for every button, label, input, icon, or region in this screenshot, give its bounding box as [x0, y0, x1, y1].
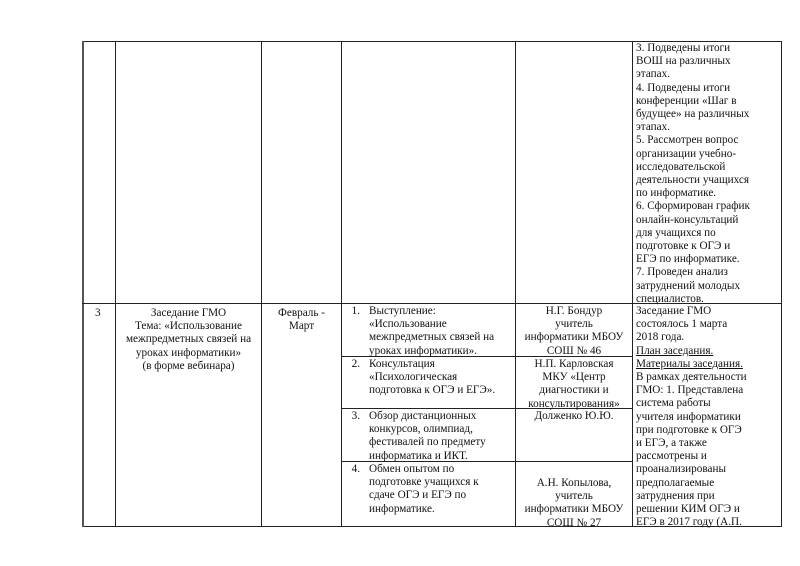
agenda-line: Обмен опытом по [369, 463, 455, 475]
results-line: ГМО: 1. Представлена [636, 384, 744, 397]
speaker-cell [516, 305, 632, 358]
results-line: предполагаемые [636, 476, 715, 489]
agenda-line: подготовка к ОГЭ и ЕГЭ». [369, 384, 496, 397]
results-line: этапах. [636, 121, 670, 134]
results-line: ЕГЭ в 2017 году (А.П. [636, 516, 742, 529]
speaker-line: учитель [555, 490, 593, 503]
results-line: 3. Подведены итоги [636, 42, 731, 54]
results-line: для учащихся по [636, 226, 716, 239]
agenda-line: «Психологическая [369, 371, 458, 384]
speaker-line: СОШ № 46 [546, 344, 602, 357]
results-line: ВОШ на различных [636, 55, 731, 68]
agenda-line: Обзор дистанционных [369, 410, 477, 422]
speaker-line: МКУ «Центр [542, 371, 606, 384]
period-cell [262, 307, 341, 333]
results-line: Заседание ГМО [636, 305, 712, 317]
results-line: рассмотрены и [636, 450, 707, 463]
event-cell [116, 307, 261, 373]
results-line: состоялось 1 марта [636, 318, 728, 331]
results-line: 6. Сформирован график [636, 200, 750, 213]
results-line: конференции «Шаг в [636, 94, 737, 107]
agenda-line: конкурсов, олимпиад, [369, 423, 473, 436]
results-line: В рамках деятельности [636, 371, 747, 384]
results-line: система работы [636, 397, 711, 410]
agenda-line: межпредметных связей на [369, 331, 495, 344]
agenda-line: уроках информатики». [369, 344, 478, 357]
results-line: 2018 года. [636, 331, 685, 344]
speaker-line: информатики МБОУ [524, 331, 624, 344]
agenda-line: подготовке учащихся к [369, 476, 479, 489]
col-divider [632, 41, 633, 527]
agenda-line: Выступление: [369, 305, 436, 317]
results-line: по информатике. [636, 187, 717, 200]
speaker-cell [516, 477, 632, 530]
col-divider [115, 41, 116, 527]
results-line: 4. Подведены итоги [636, 81, 731, 94]
agenda-line: «Использование [369, 318, 447, 331]
agenda-line: фестивалей по предмету [369, 436, 486, 449]
results-line: затруднения при [636, 489, 715, 502]
speaker-cell [516, 358, 632, 411]
results-line: организации учебно- [636, 147, 737, 160]
agenda-line: информатика и ИКТ. [369, 449, 468, 462]
row-number: 3 [95, 307, 101, 319]
table-border-left [82, 41, 84, 527]
period-line: Февраль - [278, 307, 325, 319]
speaker-line: А.Н. Копылова, [536, 477, 612, 489]
speaker-line: Н.Г. Бондур [545, 305, 603, 317]
results-line: затруднений молодых [636, 279, 741, 292]
results-line: при подготовке к ОГЭ [636, 423, 742, 436]
agenda-number: 1. [351, 305, 360, 317]
speaker-line: консультирования» [528, 397, 620, 410]
results-line: и ЕГЭ, а также [636, 437, 707, 450]
agenda-item [342, 305, 515, 356]
col-divider [341, 41, 342, 527]
period-line: Март [288, 320, 315, 333]
results-cell-row3 [636, 305, 782, 529]
col-divider [515, 41, 516, 527]
speaker-line: информатики МБОУ [524, 503, 624, 516]
agenda-number: 3. [351, 410, 360, 422]
results-line: будущее» на различных [636, 108, 750, 121]
agenda-number: 2. [351, 358, 360, 370]
speaker-line: СОШ № 27 [546, 516, 602, 529]
speaker-line: диагностики и [539, 384, 609, 397]
meeting-plan-link[interactable]: План заседания. [636, 344, 714, 357]
results-cell-top [636, 42, 782, 306]
results-line: учителя информатики [636, 410, 741, 423]
results-line: исследовательской [636, 160, 726, 173]
col-divider [261, 41, 262, 527]
results-line: проанализированы [636, 463, 726, 476]
event-title: Заседание ГМО [150, 307, 227, 319]
event-line: межпредметных связей на [125, 333, 252, 346]
results-line: решении КИМ ОГЭ и [636, 503, 740, 516]
speaker-line: учитель [555, 318, 593, 331]
results-line: этапах. [636, 68, 670, 81]
plan-table [82, 41, 782, 527]
event-line: уроках информатики» [135, 346, 242, 359]
meeting-materials-link[interactable]: Материалы заседания. [636, 357, 743, 370]
speaker-cell [516, 410, 632, 423]
speaker-line: Долженко Ю.Ю. [534, 410, 614, 422]
results-line: подготовке к ОГЭ и [636, 240, 731, 253]
results-line: ЕГЭ по информатике. [636, 253, 740, 266]
agenda-line: Консультация [369, 358, 435, 370]
event-format: (в форме вебинара) [142, 359, 235, 372]
agenda-number: 4. [351, 463, 360, 475]
results-line: 5. Рассмотрен вопрос [636, 134, 739, 147]
agenda-line: информатике. [369, 502, 435, 515]
results-line: 7. Проведен анализ [636, 266, 728, 279]
results-line: деятельности учащихся [636, 174, 750, 187]
speaker-line: Н.П. Карловская [534, 358, 614, 370]
agenda-line: сдаче ОГЭ и ЕГЭ по [369, 489, 467, 502]
results-line: онлайн-консультаций [636, 213, 739, 226]
results-line: специалистов. [636, 292, 704, 305]
event-line: Тема: «Использование [135, 320, 242, 333]
